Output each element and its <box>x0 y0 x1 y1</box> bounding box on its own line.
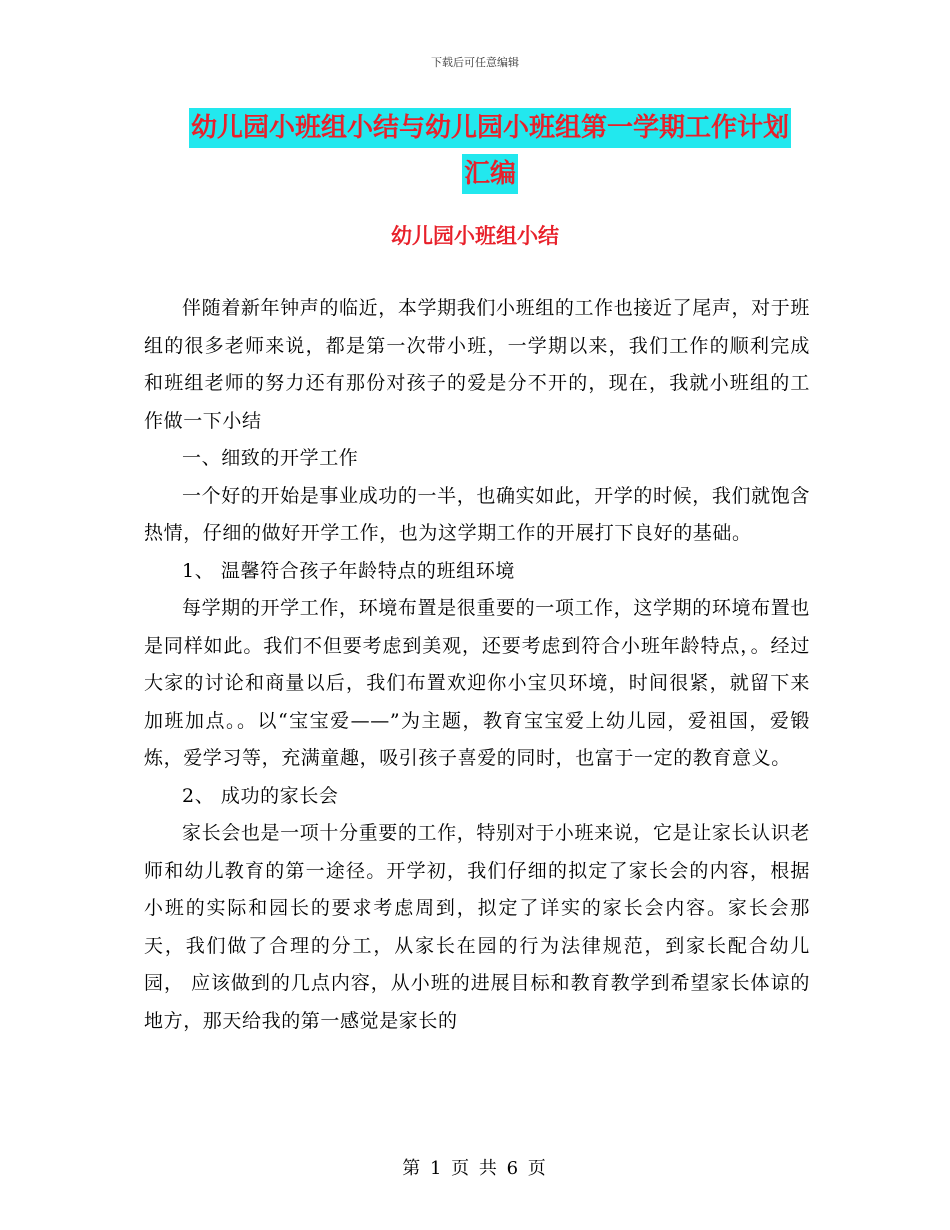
title-line-2: 汇编 <box>462 154 518 194</box>
paragraph: 一、细致的开学工作 <box>182 447 359 469</box>
paragraph: 每学期的开学工作，环境布置是很重要的一项工作，这学期的环境布置也是同样如此。我们不但要考虑到美观，还要考虑到符合小班年龄特点，。经过大家的讨论和商量以后，我们布置欢迎你小宝贝环境，时间很紧，就留下来加班加点。。以“宝宝爱——”为主题，教育宝宝爱上幼儿园，爱祖国，爱锻炼，爱学习等，充满童趣，吸引孩子喜爱的同时，也富于一定的教育意义。 <box>144 597 810 769</box>
section-heading: 幼儿园小班组小结 <box>391 223 559 248</box>
paragraph: 2、 成功的家长会 <box>182 784 339 807</box>
page-number: 第 1 页 共 6 页 <box>402 1158 548 1179</box>
document-title <box>140 108 840 194</box>
document-body <box>144 290 810 1040</box>
paragraph: 一个好的开始是事业成功的一半，也确实如此，开学的时候，我们就饱含热情，仔细的做好开学工作，也为这学期工作的开展打下良好的基础。 <box>144 484 810 544</box>
paragraph: 1、 温馨符合孩子年龄特点的班组环境 <box>182 559 515 582</box>
paragraph: 伴随着新年钟声的临近，本学期我们小班组的工作也接近了尾声，对于班组的很多老师来说，都是第一次带小班，一学期以来，我们工作的顺利完成和班组老师的努力还有那份对孩子的爱是分不开的，现在，我就小班组的工作做一下小结 <box>144 297 810 432</box>
header-note: 下载后可任意编辑 <box>431 56 519 69</box>
title-line-1: 幼儿园小班组小结与幼儿园小班组第一学期工作计划 <box>189 108 791 148</box>
paragraph: 家长会也是一项十分重要的工作，特别对于小班来说，它是让家长认识老师和幼儿教育的第一途径。开学初，我们仔细的拟定了家长会的内容，根据小班的实际和园长的要求考虑周到，拟定了详实的家长会内容。家长会那天，我们做了合理的分工，从家长在园的行为法律规范，到家长配合幼儿园， 应该做到的几点内容，从小班的进展目标和教育教学到希望家长体谅的地方，那天给我的第一感觉是家长的 <box>144 822 810 1032</box>
